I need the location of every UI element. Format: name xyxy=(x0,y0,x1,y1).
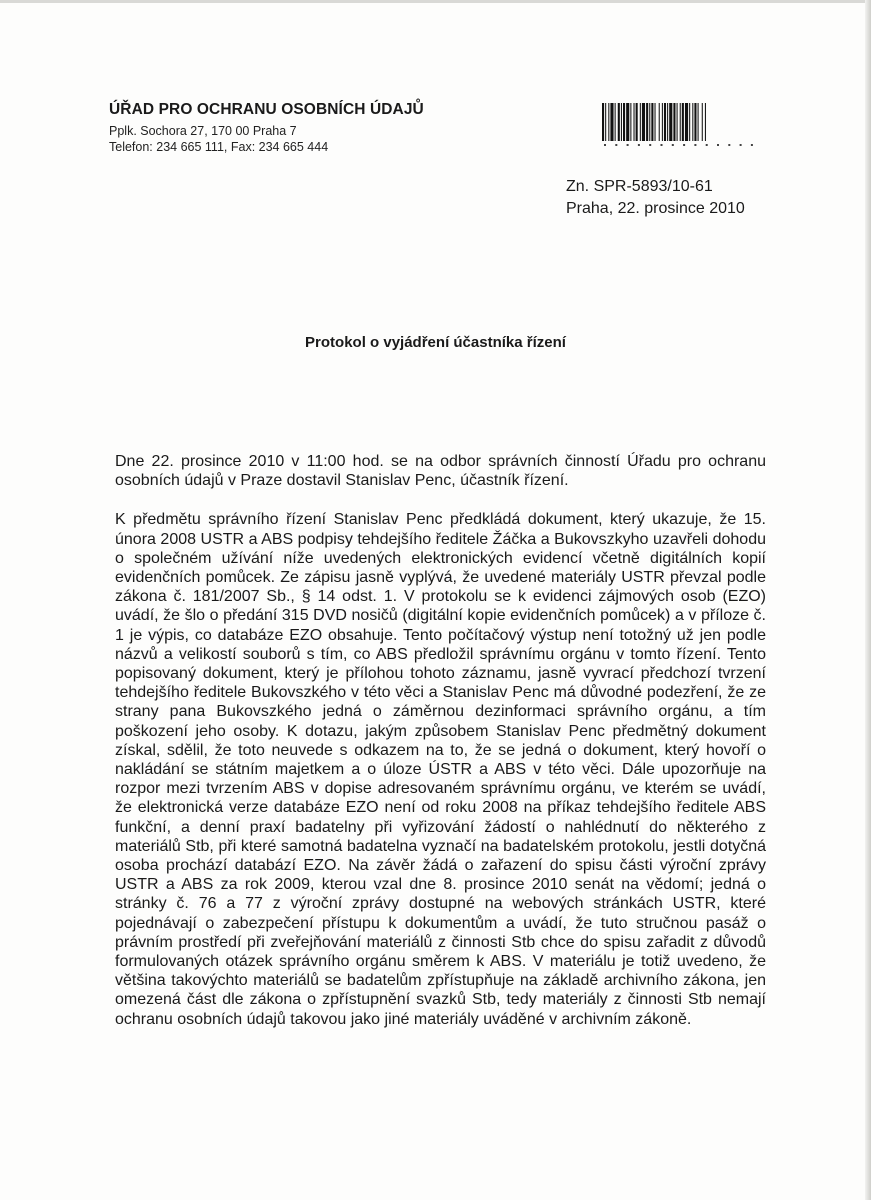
document-title: Protokol o vyjádření účastníka řízení xyxy=(305,334,566,351)
intro-paragraph: Dne 22. prosince 2010 v 11:00 hod. se na odbor správních činností Úřadu pro ochranu osobních údajů v Praze dostavil Stanislav Penc, účastník řízení. xyxy=(115,453,766,490)
barcode-image xyxy=(600,103,762,147)
office-phone: Telefon: 234 665 111, Fax: 234 665 444 xyxy=(109,140,329,154)
office-address: Pplk. Sochora 27, 170 00 Praha 7 xyxy=(109,124,297,138)
reference-block xyxy=(566,176,745,220)
main-paragraph: K předmětu správního řízení Stanislav Penc předkládá dokument, který ukazuje, že 15. února 2008 USTR a ABS podpisy tehdejšího ředitele Žáčka a Bukovszkyho uzavřeli dohodu o společném užívání níže uvedených elektronických evidencí včetně digitálních kopií evidenčních pomůcek. Ze zápisu jasně vyplývá, že uvedené materiály USTR převzal podle zákona č. 181/2007 Sb., § 14 odst. 1. V protokolu se k evidenci zájmových osob (EZO) uvádí, že šlo o předání 315 DVD nosičů (digitální kopie evidenčních pomůcek) a v příloze č. 1 je výpis, co databáze EZO obsahuje. Tento počítačový výstup není totožný už jen podle názvů a velikostí souborů s tím, co ABS předložil správnímu orgánu v tomto řízení. Tento popisovaný dokument, který je přílohou tohoto záznamu, jasně vyvrací předchozí tvrzení tehdejšího ředitele Bukovszkého v této věci a Stanislav Penc má důvodné podezření, že ze strany pana Bukovszkého jedná o záměrnou dezinformaci správního orgánu, a tím poškození jeho osoby. K dotazu, jakým způsobem Stanislav Penc předmětný dokument získal, sdělil, že toto neuvede s odkazem na to, že se jedná o dokument, který hovoří o nakládání se státním majetkem a o úloze ÚSTR a ABS v této věci. Dále upozorňuje na rozpor mezi tvrzením ABS v dopise adresovaném správnímu orgánu, ve kterém se uvádí, že elektronická verze databáze EZO není od roku 2008 na příkaz tehdejšího ředitele ABS funkční, a denní praxí badatelny při vyřizování žádostí o nahlédnutí do některého z materiálů Stb, při které samotná badatelna vyznačí na badatelském protokolu, jestli dotyčná osoba prochází databází EZO. Na závěr žádá o zařazení do spisu části výroční zprávy USTR a ABS za rok 2009, kterou vzal dne 8. prosince 2010 senát na vědomí; jedná o stránky č. 76 a 77 z výroční zprávy dostupné na webových stránkách USTR, které pojednávají o zabezpečení přístupu k dokumentům a uvádí, že tuto stručnou pasáž o právním prostředí při zveřejňování materiálů z činnosti Stb chce do spisu zařadit z důvodů formulovaných otázek správního orgánu směrem k ABS. V materiálu je totiž uvedeno, že většina takovýchto materiálů se badatelům zpřístupňuje na základě archivního zákona, jen omezená část dle zákona o zpřístupnění svazků Stb, tedy materiály z činnosti Stb nemají ochranu osobních údajů takovou jako jiné materiály uváděné v archivním zákoně. xyxy=(115,511,766,1028)
letterhead xyxy=(109,100,529,155)
place-date: Praha, 22. prosince 2010 xyxy=(566,200,745,217)
scan-edge-top xyxy=(0,0,871,3)
case-number: Zn. SPR-5893/10-61 xyxy=(566,178,713,195)
document-body xyxy=(115,452,766,1029)
office-name: ÚŘAD PRO OCHRANU OSOBNÍCH ÚDAJŮ xyxy=(109,101,424,118)
scan-edge-right xyxy=(865,0,871,1200)
